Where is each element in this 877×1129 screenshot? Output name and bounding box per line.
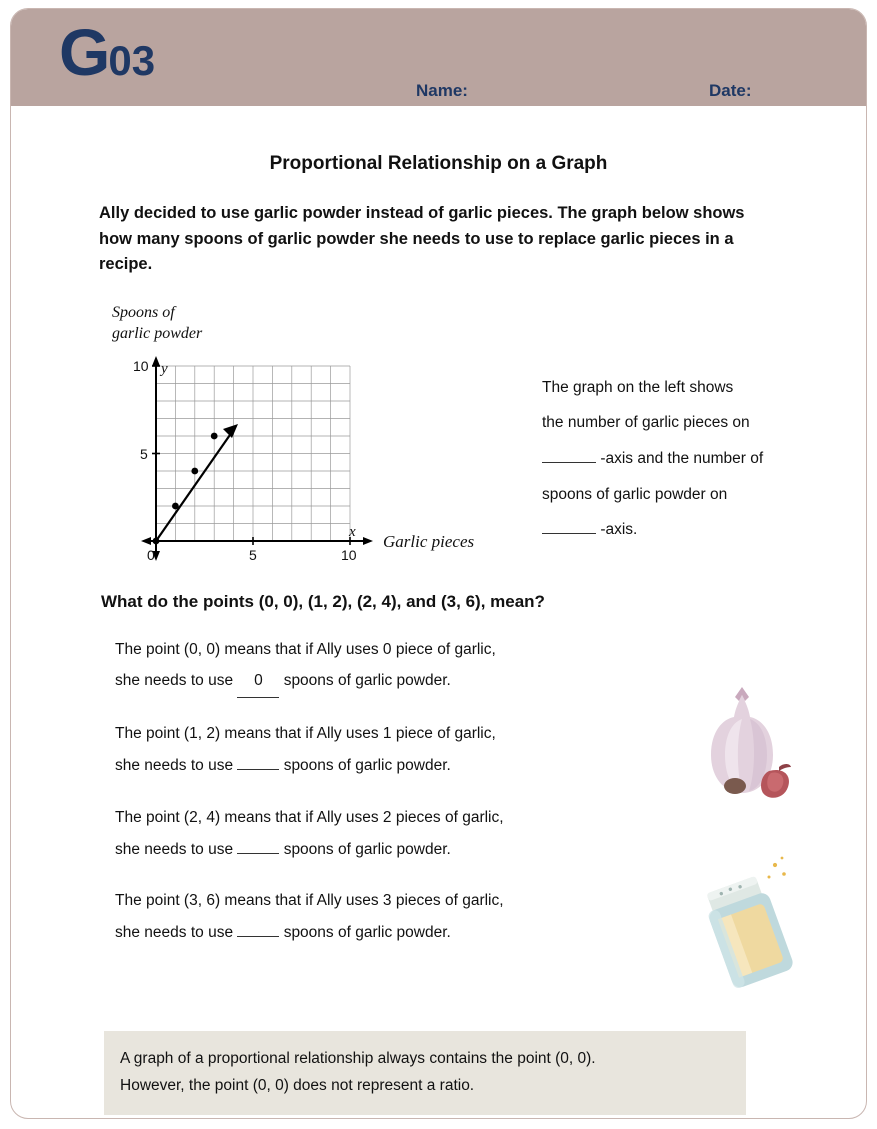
x-tick-10: 10 [341, 546, 357, 563]
grid-lines [156, 366, 350, 541]
side-line-5-suffix: -axis. [600, 521, 638, 539]
x-tick-0: 0 [147, 546, 155, 563]
y-axis-symbol: y [161, 360, 168, 377]
answer-2-line2-after: spoons of garlic powder. [283, 756, 451, 774]
answer-4-line2-after: spoons of garlic powder. [283, 924, 451, 942]
date-field-label: Date: [709, 81, 752, 100]
note-line-1: A graph of a proportional relationship always contains the point (0, 0). [120, 1050, 596, 1067]
answer-4-line2-before: she needs to use [115, 924, 234, 942]
y-tick-5: 5 [140, 445, 148, 462]
side-line-4: spoons of garlic powder on [542, 485, 728, 503]
worksheet-code-number: 03 [108, 37, 156, 84]
x-tick-5: 5 [249, 546, 257, 563]
x-axis-caption: Garlic pieces [383, 531, 475, 551]
x-axis-arrow-left [141, 537, 151, 545]
graph-block [11, 288, 866, 588]
worksheet-content [11, 153, 866, 949]
side-line-3 [542, 441, 842, 477]
axis-blank-1[interactable] [542, 462, 596, 463]
y-tick-10: 10 [133, 357, 149, 374]
answer-3-line2-after: spoons of garlic powder. [283, 840, 451, 858]
answer-1-line2-after: spoons of garlic powder. [283, 672, 451, 690]
answer-2-line2-before: she needs to use [115, 756, 234, 774]
answer-1-line1: The point (0, 0) means that if Ally uses 0 piece of garlic, [115, 640, 496, 658]
answer-4-blank[interactable] [237, 936, 279, 937]
intro-paragraph: Ally decided to use garlic powder instead of garlic pieces. The graph below shows how many spoons of garlic powder she needs to use to replace garlic pieces in a recipe. [99, 204, 745, 274]
x-axis-symbol: x [349, 523, 356, 540]
side-line-3-suffix: -axis and the number of [600, 449, 764, 467]
y-axis-arrow [152, 356, 160, 366]
answer-3-line2-before: she needs to use [115, 840, 234, 858]
worksheet-sheet [10, 8, 867, 1119]
side-explanation [542, 370, 842, 548]
worksheet-code [59, 15, 156, 89]
answer-1-line2-before: she needs to use [115, 672, 234, 690]
answer-4-line1: The point (3, 6) means that if Ally uses 3 pieces of garlic, [115, 892, 504, 910]
answer-2-line1: The point (1, 2) means that if Ally uses 1 piece of garlic, [115, 725, 496, 743]
side-line-2: the number of garlic pieces on [542, 414, 750, 432]
answer-3-line1: The point (2, 4) means that if Ally uses 2 pieces of garlic, [115, 808, 504, 826]
x-axis-arrow [363, 537, 373, 545]
worksheet-code-letter: G [59, 15, 109, 89]
axis-lines [147, 360, 367, 556]
y-axis-caption [112, 302, 202, 345]
answer-3-blank[interactable] [237, 853, 279, 854]
answer-2-blank[interactable] [237, 769, 279, 770]
page-title: Proportional Relationship on a Graph [269, 153, 608, 174]
side-line-1: The graph on the left shows [542, 378, 734, 396]
worksheet-header [11, 9, 866, 106]
garlic-bulb-illustration [687, 685, 797, 810]
proportional-ray [156, 432, 232, 541]
note-line-2: However, the point (0, 0) does not represent a ratio. [120, 1077, 475, 1095]
name-field-label: Name: [416, 81, 468, 100]
coordinate-graph [111, 356, 511, 576]
main-question: What do the points (0, 0), (1, 2), (2, 4), and (3, 6), mean? [101, 591, 545, 611]
y-axis-caption-line2: garlic powder [112, 325, 203, 343]
note-box [104, 1031, 746, 1115]
axis-blank-2[interactable] [542, 533, 596, 534]
answer-1-blank[interactable]: 0 [237, 665, 279, 698]
y-axis-caption-line1: Spoons of [112, 303, 175, 321]
spice-shaker-illustration [683, 849, 803, 999]
tick-marks [152, 366, 350, 545]
graph-svg [111, 356, 511, 571]
side-line-5 [542, 512, 842, 548]
